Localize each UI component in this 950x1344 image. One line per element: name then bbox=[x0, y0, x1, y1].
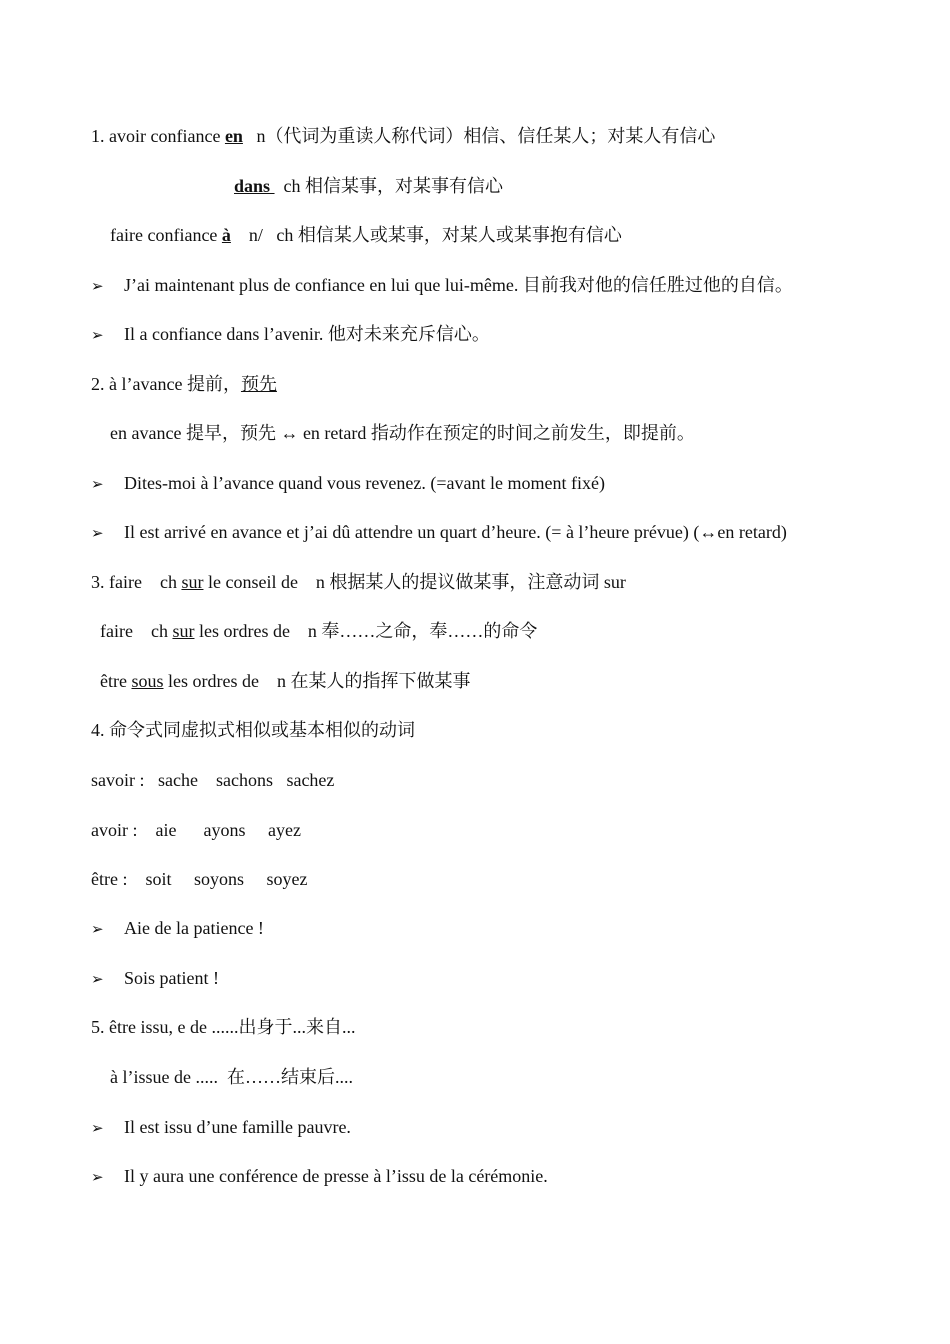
s1-keyword-en: en bbox=[224, 126, 243, 146]
s4-conjugation-avoir: avoir : aie ayons ayez bbox=[91, 820, 301, 840]
s1-line1 bbox=[91, 125, 715, 147]
s3-underlined-sur: sur bbox=[172, 621, 195, 641]
s3-underlined-sur: sur bbox=[181, 572, 204, 592]
s1-line3-prefix: faire confiance bbox=[110, 225, 222, 245]
s3-line1-prefix: 3. faire ch bbox=[91, 572, 182, 592]
s2-example-1 bbox=[91, 472, 605, 495]
s3-line2 bbox=[100, 620, 537, 642]
bullet-arrow-icon: ➢ bbox=[91, 920, 104, 938]
s5-line1: 5. être issu, e de ......出身于...来自... bbox=[91, 1017, 356, 1037]
s4-conjugation-savoir: savoir : sache sachons sachez bbox=[91, 770, 335, 790]
s2-line1 bbox=[91, 373, 277, 395]
s3-line2-prefix: faire ch bbox=[100, 621, 173, 641]
s5-example-1 bbox=[91, 1116, 351, 1139]
example-text: Il est issu d’une famille pauvre. bbox=[124, 1117, 351, 1137]
example-text: Sois patient ! bbox=[124, 968, 219, 988]
s4-title: 4. 命令式同虚拟式相似或基本相似的动词 bbox=[91, 720, 415, 740]
s1-keyword-dans: dans bbox=[234, 176, 275, 196]
s1-line1-rest: n（代词为重读人称代词）相信、信任某人；对某人有信心 bbox=[242, 126, 716, 146]
s3-line2-rest: les ordres de n 奉……之命，奉……的命令 bbox=[194, 621, 538, 641]
bullet-arrow-icon: ➢ bbox=[91, 970, 104, 988]
s3-line3-prefix: être bbox=[100, 671, 132, 691]
s3-line3-rest: les ordres de n 在某人的指挥下做某事 bbox=[163, 671, 471, 691]
example-text: Il est arrivé en avance et j’ai dû attendre un quart d’heure. (= à l’heure prévue) (↔en retard) bbox=[124, 522, 787, 542]
s3-line3 bbox=[100, 670, 470, 692]
bullet-arrow-icon: ➢ bbox=[91, 524, 104, 542]
bullet-arrow-icon: ➢ bbox=[91, 277, 104, 295]
example-text: Il y aura une conférence de presse à l’issu de la cérémonie. bbox=[124, 1166, 548, 1186]
s2-example-2 bbox=[91, 521, 787, 544]
s1-keyword-a: à bbox=[221, 225, 231, 245]
bullet-arrow-icon: ➢ bbox=[91, 1119, 104, 1137]
s4-conjugation-etre: être : soit soyons soyez bbox=[91, 869, 308, 889]
bullet-arrow-icon: ➢ bbox=[91, 326, 104, 344]
s3-line1 bbox=[91, 571, 626, 593]
s1-example-2 bbox=[91, 323, 490, 346]
s5-line2: à l’issue de ..... 在……结束后.... bbox=[110, 1067, 353, 1087]
s2-line2: en avance 提早，预先 ↔ en retard 指动作在预定的时间之前发生，即提前。 bbox=[110, 423, 695, 443]
s1-line2 bbox=[234, 175, 503, 197]
s3-underlined-sous: sous bbox=[131, 671, 164, 691]
s1-line2-rest: ch 相信某事，对某事有信心 bbox=[274, 176, 504, 196]
s2-underlined-term: 预先 bbox=[240, 374, 277, 394]
example-text: J’ai maintenant plus de confiance en lui que lui-même. 目前我对他的信任胜过他的自信。 bbox=[124, 275, 793, 295]
s4-example-1 bbox=[91, 917, 264, 940]
example-text: Dites-moi à l’avance quand vous revenez. (=avant le moment fixé) bbox=[124, 473, 605, 493]
example-text: Il a confiance dans l’avenir. 他对未来充斥信心。 bbox=[124, 324, 490, 344]
bullet-arrow-icon: ➢ bbox=[91, 1168, 104, 1186]
s4-example-2 bbox=[91, 967, 219, 990]
s1-example-1 bbox=[91, 274, 793, 297]
s1-line1-prefix: 1. avoir confiance bbox=[91, 126, 225, 146]
s3-line1-rest: le conseil de n 根据某人的提议做某事，注意动词 sur bbox=[203, 572, 626, 592]
s1-line3 bbox=[110, 224, 622, 246]
s1-line3-rest: n/ ch 相信某人或某事，对某人或某事抱有信心 bbox=[230, 225, 622, 245]
s5-example-2 bbox=[91, 1165, 548, 1188]
example-text: Aie de la patience ! bbox=[124, 918, 264, 938]
s2-line1-prefix: 2. à l’avance 提前， bbox=[91, 374, 241, 394]
bullet-arrow-icon: ➢ bbox=[91, 475, 104, 493]
